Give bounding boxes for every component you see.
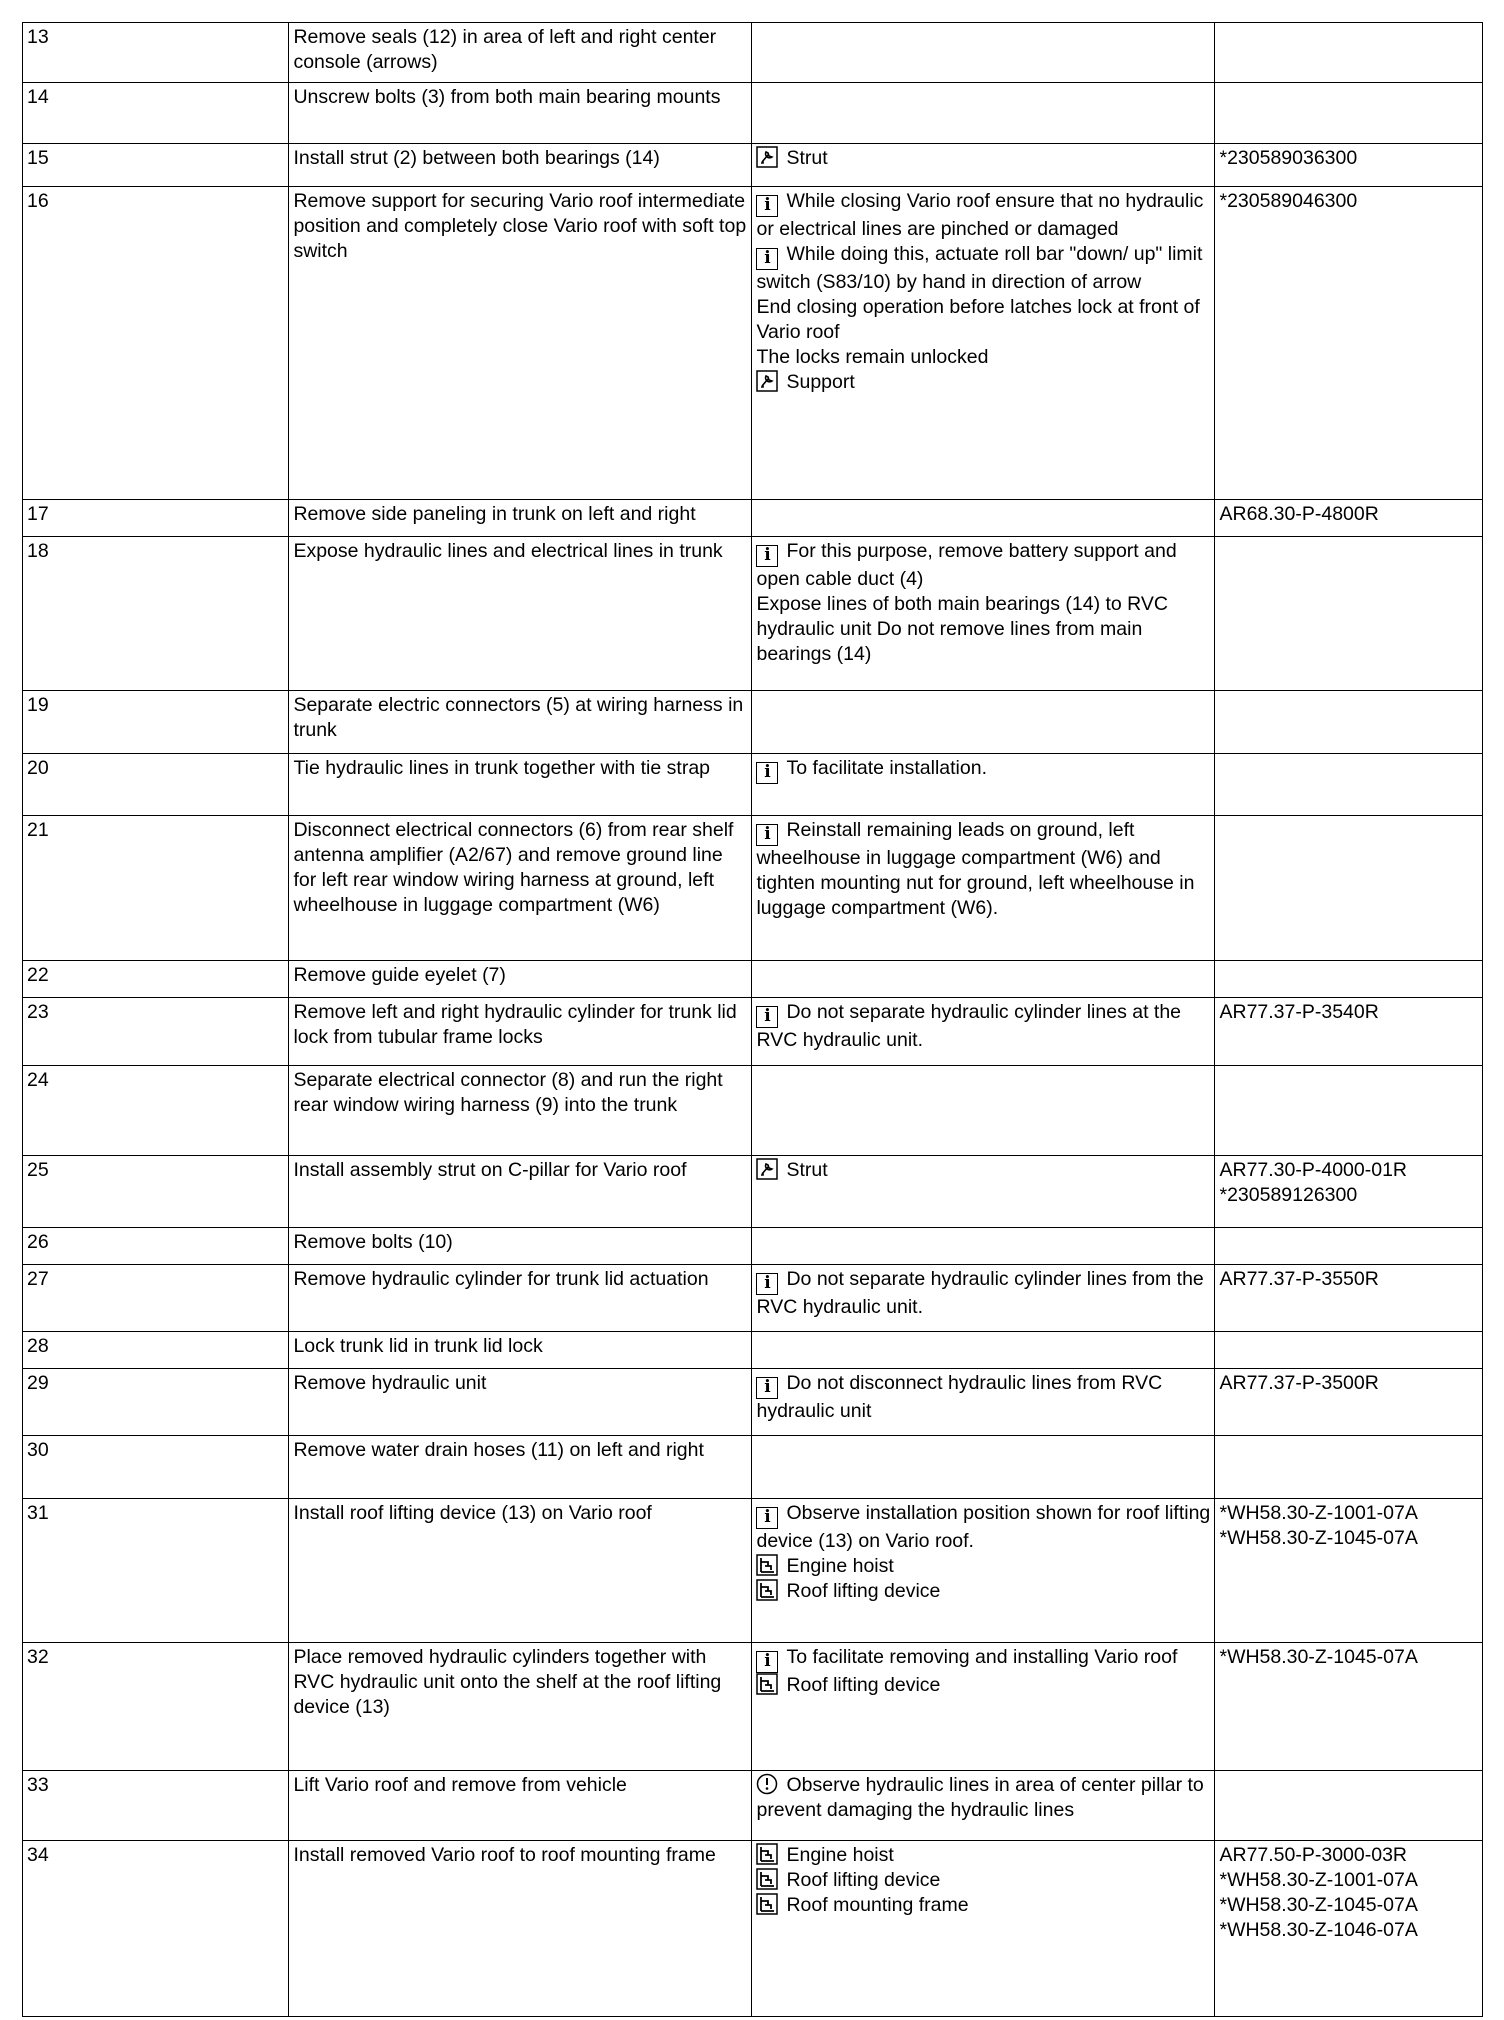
note-line: [756, 592, 1210, 667]
step-notes: [752, 961, 1215, 998]
step-number: 22: [23, 961, 289, 998]
procedure-table: [22, 22, 1483, 2017]
step-action: Remove support for securing Vario roof intermediate position and completely close Vario roof with soft top switch: [289, 187, 752, 500]
info-icon: i: [756, 824, 778, 846]
special-tool-icon: [756, 370, 778, 392]
note-line: [756, 146, 1210, 171]
reference-number: *WH58.30-Z-1046-07A: [1219, 1919, 1418, 1941]
table-row: [23, 1228, 1483, 1265]
workshop-equipment-icon: [756, 1673, 778, 1695]
step-references: [1215, 23, 1483, 83]
procedure-rows: [23, 23, 1483, 2017]
reference-number: *230589126300: [1219, 1184, 1358, 1206]
step-number: 23: [23, 998, 289, 1066]
step-action: Remove seals (12) in area of left and right center console (arrows): [289, 23, 752, 83]
note-line: [756, 242, 1210, 295]
step-notes: [752, 144, 1215, 187]
reference-number: AR77.37-P-3550R: [1219, 1268, 1379, 1290]
note-text: To facilitate installation.: [786, 757, 987, 779]
table-row: [23, 144, 1483, 187]
note-line: [756, 756, 1210, 784]
info-icon: i: [756, 545, 778, 567]
info-icon: i: [756, 762, 778, 784]
reference-number: AR68.30-P-4800R: [1219, 503, 1379, 525]
step-notes: [752, 754, 1215, 816]
step-references: [1215, 537, 1483, 691]
step-action: Install removed Vario roof to roof mounting frame: [289, 1841, 752, 2017]
note-line: [756, 539, 1210, 592]
note-text: Reinstall remaining leads on ground, left wheelhouse in luggage compartment (W6) and tighten mounting nut for ground, left wheelhouse in luggage compartment (W6).: [756, 819, 1195, 919]
note-text: The locks remain unlocked: [756, 346, 989, 368]
reference-number: *WH58.30-Z-1045-07A: [1219, 1527, 1418, 1549]
note-text: Strut: [786, 1159, 828, 1181]
step-number: 34: [23, 1841, 289, 2017]
note-text: Roof lifting device: [786, 1580, 941, 1602]
note-line: [756, 1645, 1210, 1673]
step-notes: [752, 187, 1215, 500]
step-notes: [752, 1265, 1215, 1332]
step-references: [1215, 816, 1483, 961]
table-row: [23, 187, 1483, 500]
step-number: 20: [23, 754, 289, 816]
note-line: [756, 1371, 1210, 1424]
step-notes: [752, 537, 1215, 691]
step-references: [1215, 1436, 1483, 1499]
reference-number: *230589046300: [1219, 190, 1358, 212]
step-notes: [752, 1228, 1215, 1265]
note-text: Support: [786, 371, 855, 393]
step-action: Lift Vario roof and remove from vehicle: [289, 1771, 752, 1841]
reference-number: *WH58.30-Z-1001-07A: [1219, 1502, 1418, 1524]
step-action: Separate electrical connector (8) and run the right rear window wiring harness (9) into the trunk: [289, 1066, 752, 1156]
workshop-equipment-icon: [756, 1893, 778, 1915]
table-row: [23, 691, 1483, 754]
table-row: [23, 754, 1483, 816]
step-notes: [752, 23, 1215, 83]
table-row: [23, 537, 1483, 691]
step-number: 29: [23, 1369, 289, 1436]
reference-number: AR77.37-P-3500R: [1219, 1372, 1379, 1394]
step-notes: [752, 1332, 1215, 1369]
caution-icon: [756, 1773, 778, 1795]
special-tool-icon: [756, 146, 778, 168]
note-text: While closing Vario roof ensure that no hydraulic or electrical lines are pinched or damaged: [756, 190, 1204, 240]
info-icon: i: [756, 1651, 778, 1673]
step-notes: [752, 691, 1215, 754]
note-line: [756, 1893, 1210, 1918]
step-action: Unscrew bolts (3) from both main bearing mounts: [289, 83, 752, 144]
table-row: [23, 1643, 1483, 1771]
note-line: [756, 1554, 1210, 1579]
step-references: [1215, 1499, 1483, 1643]
note-text: Observe installation position shown for roof lifting device (13) on Vario roof.: [756, 1502, 1211, 1552]
note-text: Roof lifting device: [786, 1869, 941, 1891]
step-references: [1215, 1643, 1483, 1771]
step-references: [1215, 500, 1483, 537]
step-number: 26: [23, 1228, 289, 1265]
table-row: [23, 1841, 1483, 2017]
note-text: Engine hoist: [786, 1844, 894, 1866]
reference-number: *230589036300: [1219, 147, 1358, 169]
table-row: [23, 1066, 1483, 1156]
note-line: [756, 370, 1210, 395]
table-row: [23, 500, 1483, 537]
note-text: To facilitate removing and installing Vario roof: [786, 1646, 1178, 1668]
step-notes: [752, 500, 1215, 537]
note-text: Expose lines of both main bearings (14) to RVC hydraulic unit Do not remove lines from main bearings (14): [756, 593, 1168, 665]
note-text: For this purpose, remove battery support and open cable duct (4): [756, 540, 1177, 590]
note-line: [756, 818, 1210, 921]
step-number: 21: [23, 816, 289, 961]
note-line: [756, 1158, 1210, 1183]
step-number: 25: [23, 1156, 289, 1228]
step-references: [1215, 1841, 1483, 2017]
step-action: Remove hydraulic cylinder for trunk lid actuation: [289, 1265, 752, 1332]
step-action: Remove bolts (10): [289, 1228, 752, 1265]
note-line: [756, 1843, 1210, 1868]
step-references: [1215, 187, 1483, 500]
workshop-equipment-icon: [756, 1868, 778, 1890]
step-notes: [752, 998, 1215, 1066]
step-references: [1215, 1156, 1483, 1228]
step-action: Install strut (2) between both bearings (14): [289, 144, 752, 187]
step-number: 31: [23, 1499, 289, 1643]
step-references: [1215, 754, 1483, 816]
step-number: 16: [23, 187, 289, 500]
note-text: Roof mounting frame: [786, 1894, 969, 1916]
step-notes: [752, 1436, 1215, 1499]
step-notes: [752, 83, 1215, 144]
step-number: 27: [23, 1265, 289, 1332]
step-notes: [752, 1771, 1215, 1841]
note-line: [756, 1501, 1210, 1554]
note-line: [756, 295, 1210, 345]
note-line: [756, 1267, 1210, 1320]
step-action: Separate electric connectors (5) at wiring harness in trunk: [289, 691, 752, 754]
info-icon: i: [756, 1377, 778, 1399]
note-line: [756, 1868, 1210, 1893]
note-text: Roof lifting device: [786, 1674, 941, 1696]
table-row: [23, 1332, 1483, 1369]
table-row: [23, 816, 1483, 961]
workshop-equipment-icon: [756, 1843, 778, 1865]
special-tool-icon: [756, 1158, 778, 1180]
note-text: Observe hydraulic lines in area of center pillar to prevent damaging the hydraulic lines: [756, 1774, 1204, 1821]
step-action: Install assembly strut on C-pillar for Vario roof: [289, 1156, 752, 1228]
step-number: 14: [23, 83, 289, 144]
step-references: [1215, 1066, 1483, 1156]
note-line: [756, 345, 1210, 370]
note-text: Do not separate hydraulic cylinder lines from the RVC hydraulic unit.: [756, 1268, 1204, 1318]
note-text: Do not disconnect hydraulic lines from RVC hydraulic unit: [756, 1372, 1163, 1422]
info-icon: i: [756, 1006, 778, 1028]
step-references: [1215, 998, 1483, 1066]
step-notes: [752, 1841, 1215, 2017]
step-action: Disconnect electrical connectors (6) from rear shelf antenna amplifier (A2/67) and remove ground line for left rear window wiring harness at ground, left wheelhouse in luggage compartment (W6): [289, 816, 752, 961]
reference-number: AR77.37-P-3540R: [1219, 1001, 1379, 1023]
step-notes: [752, 1066, 1215, 1156]
note-text: While doing this, actuate roll bar "down/ up" limit switch (S83/10) by hand in direction of arrow: [756, 243, 1203, 293]
step-references: [1215, 83, 1483, 144]
step-number: 28: [23, 1332, 289, 1369]
step-number: 19: [23, 691, 289, 754]
table-row: [23, 83, 1483, 144]
note-text: End closing operation before latches lock at front of Vario roof: [756, 296, 1200, 343]
reference-number: AR77.30-P-4000-01R: [1219, 1159, 1408, 1181]
note-line: [756, 1579, 1210, 1604]
table-row: [23, 1369, 1483, 1436]
step-notes: [752, 816, 1215, 961]
step-action: Remove water drain hoses (11) on left and right: [289, 1436, 752, 1499]
step-notes: [752, 1369, 1215, 1436]
table-row: [23, 1265, 1483, 1332]
step-number: 17: [23, 500, 289, 537]
table-row: [23, 998, 1483, 1066]
step-action: Remove hydraulic unit: [289, 1369, 752, 1436]
note-line: [756, 1673, 1210, 1698]
step-action: Remove left and right hydraulic cylinder for trunk lid lock from tubular frame locks: [289, 998, 752, 1066]
info-icon: i: [756, 1273, 778, 1295]
step-action: Install roof lifting device (13) on Vario roof: [289, 1499, 752, 1643]
step-number: 30: [23, 1436, 289, 1499]
workshop-equipment-icon: [756, 1554, 778, 1576]
note-text: Do not separate hydraulic cylinder lines at the RVC hydraulic unit.: [756, 1001, 1182, 1051]
info-icon: i: [756, 248, 778, 270]
step-references: [1215, 961, 1483, 998]
table-row: [23, 1156, 1483, 1228]
step-notes: [752, 1499, 1215, 1643]
reference-number: *WH58.30-Z-1045-07A: [1219, 1646, 1418, 1668]
info-icon: i: [756, 1507, 778, 1529]
reference-number: *WH58.30-Z-1045-07A: [1219, 1894, 1418, 1916]
step-action: Tie hydraulic lines in trunk together with tie strap: [289, 754, 752, 816]
step-number: 33: [23, 1771, 289, 1841]
table-row: [23, 961, 1483, 998]
step-references: [1215, 144, 1483, 187]
step-references: [1215, 1228, 1483, 1265]
note-line: [756, 1000, 1210, 1053]
step-references: [1215, 1265, 1483, 1332]
table-row: [23, 1436, 1483, 1499]
note-line: [756, 189, 1210, 242]
table-row: [23, 1771, 1483, 1841]
table-row: [23, 1499, 1483, 1643]
step-action: Lock trunk lid in trunk lid lock: [289, 1332, 752, 1369]
step-number: 18: [23, 537, 289, 691]
step-number: 13: [23, 23, 289, 83]
note-text: Engine hoist: [786, 1555, 894, 1577]
info-icon: i: [756, 195, 778, 217]
table-row: [23, 23, 1483, 83]
step-action: Place removed hydraulic cylinders together with RVC hydraulic unit onto the shelf at the roof lifting device (13): [289, 1643, 752, 1771]
step-notes: [752, 1156, 1215, 1228]
step-action: Remove guide eyelet (7): [289, 961, 752, 998]
step-references: [1215, 1771, 1483, 1841]
note-line: [756, 1773, 1210, 1823]
step-references: [1215, 691, 1483, 754]
step-action: Remove side paneling in trunk on left and right: [289, 500, 752, 537]
step-references: [1215, 1332, 1483, 1369]
step-number: 15: [23, 144, 289, 187]
workshop-equipment-icon: [756, 1579, 778, 1601]
note-text: Strut: [786, 147, 828, 169]
step-notes: [752, 1643, 1215, 1771]
step-number: 32: [23, 1643, 289, 1771]
reference-number: *WH58.30-Z-1001-07A: [1219, 1869, 1418, 1891]
reference-number: AR77.50-P-3000-03R: [1219, 1844, 1408, 1866]
step-references: [1215, 1369, 1483, 1436]
step-action: Expose hydraulic lines and electrical lines in trunk: [289, 537, 752, 691]
step-number: 24: [23, 1066, 289, 1156]
